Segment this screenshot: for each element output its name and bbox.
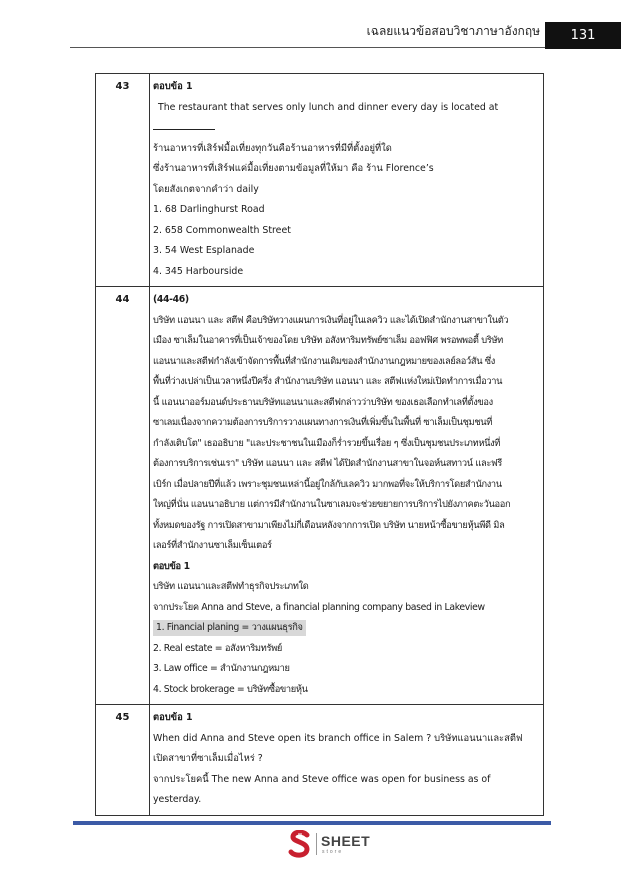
range-label: (44-46) [153,294,189,305]
passage-line: ทั้งหมดของรัฐ การเปิดสาขามาเพียงไม่กี่เดือนหลังจากการเปิด บริษัท นายหน้าซื้อขายหุ้นพีดี มิล [153,519,505,531]
choice-item: 2. Real estate = อสังหาริมทรัพย์ [153,642,282,654]
explanation-line: ซึ่งร้านอาหารที่เสิร์ฟแค่มื้อเที่ยงตามข้อมูลที่ให้มา คือ ร้าน Florence’s [153,163,434,174]
explanation-line: จากประโยค Anna and Steve, a financial planning company based in Lakeview [153,601,485,613]
choice-item: 2. 658 Commonwealth Street [153,224,291,236]
header-title: เฉลยแนวข้อสอบวิชาภาษาอังกฤษ [366,24,540,38]
answer-blank [153,118,540,139]
header-rule [70,47,553,48]
table-row [96,705,544,816]
passage-line: เมือง ซาเล็มในอาคารที่เป็นเจ้าของโดย บริษัท อสังหาริมทรัพย์ซาเล็ม ออฟฟิศ พรอพพอตี้ บริษัท [153,335,503,346]
page-number: 131 [545,22,621,49]
choice-item: 1. 68 Darlinghurst Road [153,204,265,215]
choice-item: 4. 345 Harbourside [153,265,244,277]
answer-table [95,73,544,816]
passage-line: เลอร์ที่สำนักงานซาเล็มเซ็นเตอร์ [153,540,272,551]
question-text: When did Anna and Steve open its branch office in Salem ? บริษัทแอนนาและสตีฟ [153,732,523,744]
question-content [150,287,544,705]
passage-line: กำลังเติบโต" เธออธิบาย "และประชาชนในเมืองก็ร่ำรวยขึ้นเรื่อย ๆ ซึ่งเป็นชุมชนประเภทหนึ่งที่ [153,437,501,449]
explanation-line: ร้านอาหารที่เสิร์ฟมื้อเที่ยงทุกวันคือร้านอาหารที่มีที่ตั้งอยู่ที่ใด [153,142,392,154]
question-text: The restaurant that serves only lunch and dinner every day is located at [158,101,499,113]
question-text: เปิดสาขาที่ซาเล็มเมื่อไหร่ ? [153,753,263,764]
answer-label: ตอบข้อ 1 [153,712,193,723]
passage-line: แอนนาและสตีฟกำลังเข้าจัดการพื้นที่สำนักงานเดิมของสำนักงานกฎหมายของเลย์ลอว์สัน ซึ่ง [153,355,495,367]
logo-divider [316,833,317,855]
answer-label: ตอบข้อ 1 [153,81,193,92]
logo-subtext: store [322,849,344,855]
table-row [96,287,544,705]
sheet-store-logo [288,830,378,858]
passage-line: ซาเลมเนื่องจากความต้องการบริการวางแผนทางการเงินที่เพิ่มขึ้นในพื้นที่ ซาเล็มเป็นชุมชนที่ [153,417,493,428]
passage-line: พื้นที่ว่างเปล่าเป็นเวลาหนึ่งปีครึ่ง สำนักงานบริษัท แอนนา และ สตีฟแห่งใหม่เปิดทำการเมื่อวาน [153,376,503,387]
table-row [96,74,544,287]
question-content [150,705,544,816]
explanation-line: จากประโยคนี้ The new Anna and Steve office was open for business as of [153,773,491,785]
explanation-line: โดยสังเกตจากคำว่า daily [153,183,259,195]
logo-s-icon [288,830,312,858]
choice-item: 4. Stock brokerage = บริษัทซื้อขายหุ้น [153,683,308,695]
passage-line: ใหญ่ที่นั่น แอนนาอธิบาย แต่การมีสำนักงานในซาเลมจะช่วยขยายการบริการไปยังภาคตะวันออก [153,499,511,510]
footer-rule [73,821,551,825]
passage-line: นี้ แอนนาออร์มอนด์ประธานบริษัทแอนนาและสตีฟกล่าวว่าบริษัท ของเธอเลือกทำเลที่ตั้งของ [153,396,493,408]
choice-item-highlighted [153,618,540,639]
passage-line: เบิร์ก เมื่อปลายปีที่แล้ว เพราะชุมชนเหล่านี้อยู่ใกล้กับเลควิว มากพอที่จะให้บริการโดยสำนักงาน [153,478,502,490]
question-content [150,74,544,287]
passage-line: ต้องการบริการเช่นเรา" บริษัท แอนนา และ สตีฟ ได้ปิดสำนักงานสาขาในจอห์นสทาวน์ และฟรี [153,458,502,469]
logo-text: SHEET [321,833,371,849]
passage-line: บริษัท แอนนา และ สตีฟ คือบริษัทวางแผนการเงินที่อยู่ในเลควิว และได้เปิดสำนักงานสาขาในตัว [153,314,509,326]
question-number: 43 [96,74,150,287]
answer-label: ตอบข้อ 1 [153,560,190,572]
choice-item: 3. Law office = สำนักงานกฎหมาย [153,663,290,674]
question-number: 44 [96,287,150,705]
explanation-line: yesterday. [153,794,202,805]
explanation-line: บริษัท แอนนาและสตีฟทำธุรกิจประเภทใด [153,581,309,592]
highlight-text: 1. Financial planing = วางแผนธุรกิจ [153,620,306,636]
question-number: 45 [96,705,150,816]
choice-item: 3. 54 West Esplanade [153,245,255,256]
